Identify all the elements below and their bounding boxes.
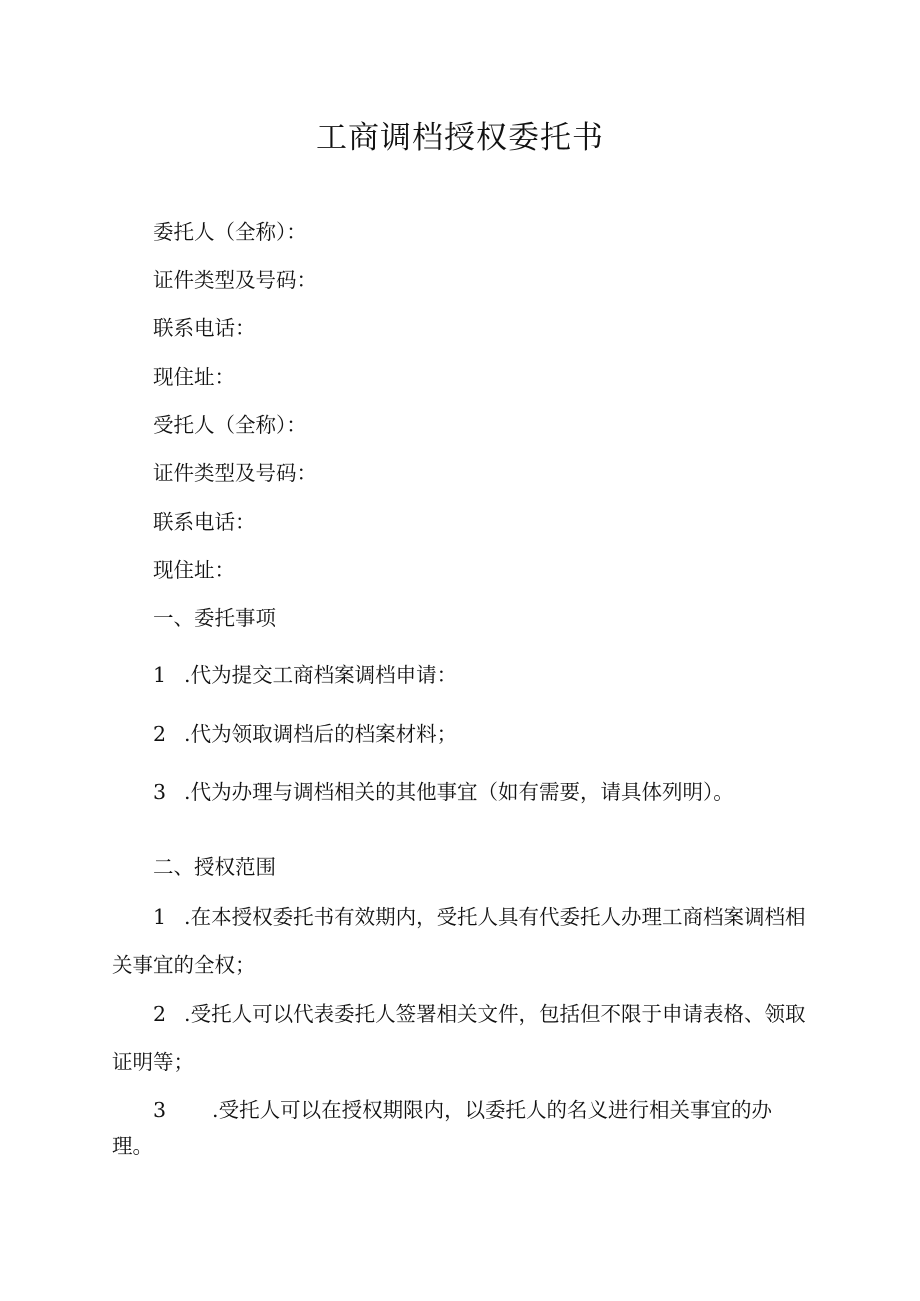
item-number: 2 [153, 722, 167, 746]
section1-heading: 一、委托事项 [153, 606, 276, 630]
document-title: 工商调档授权委托书 [316, 120, 604, 156]
item-number: 3 [153, 1098, 167, 1122]
section2-item [112, 893, 812, 989]
item-number: 1 [153, 663, 167, 687]
client-id-label: 证件类型及号码： [153, 268, 317, 292]
section2-item [112, 1092, 812, 1164]
agent-address-label: 现住址： [153, 558, 235, 582]
client-name-label: 委托人（全称）： [153, 220, 307, 244]
section1-item [153, 777, 734, 807]
section2-heading: 二、授权范围 [153, 855, 276, 879]
agent-id-label: 证件类型及号码： [153, 461, 317, 485]
item-text: .代为办理与调档相关的其他事宜（如有需要，请具体列明）。 [184, 780, 734, 804]
agent-name-label: 受托人（全称）： [153, 413, 307, 437]
section2-item [112, 990, 812, 1086]
item-number: 1 [153, 905, 167, 929]
item-text: .在本授权委托书有效期内，受托人具有代委托人办理工商档案调档相关事宜的全权； [112, 905, 806, 977]
item-text: .受托人可以代表委托人签署相关文件，包括但不限于申请表格、领取证明等； [112, 1002, 806, 1074]
item-text: .受托人可以在授权期限内，以委托人的名义进行相关事宜的办理。 [112, 1098, 773, 1158]
item-number: 3 [153, 780, 167, 804]
item-text: .代为提交工商档案调档申请： [184, 663, 458, 687]
agent-phone-label: 联系电话： [153, 510, 256, 534]
item-text: .代为领取调档后的档案材料； [184, 722, 458, 746]
client-address-label: 现住址： [153, 365, 235, 389]
section1-item [153, 660, 457, 690]
client-phone-label: 联系电话： [153, 316, 256, 340]
section1-item [153, 719, 457, 749]
item-number: 2 [153, 1002, 167, 1026]
